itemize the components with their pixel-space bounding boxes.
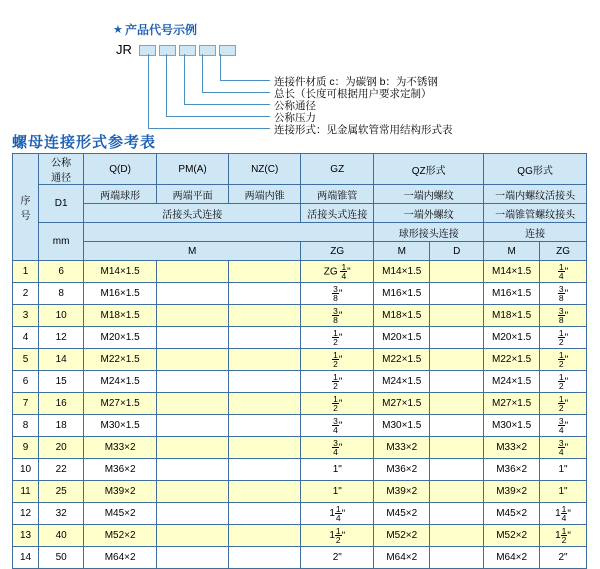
table-row [13,283,587,305]
legend-annotation-pn: 公称压力 [274,112,316,124]
header-group-qz: QZ形式 [374,154,484,185]
cell-nz [229,327,301,349]
fraction: $\frac{1}{2}$ [558,393,564,413]
fraction: $\frac{1}{2}$ [333,349,338,369]
table-row [13,349,587,371]
cell-qg-m: M22×1.5 [484,349,540,371]
cell-seq: 1 [13,261,39,283]
cell-dn: 32 [39,503,84,525]
cell-nz [229,503,301,525]
cell-qz-d [430,371,484,393]
cell-dn: 6 [39,261,84,283]
fraction: $\frac{1}{2}$ [333,371,338,391]
legend-annotation-connection: 连接形式：见金属软管常用结构形式表 [274,124,453,136]
cell-qg-m: M33×2 [484,437,540,459]
header-unit-m-qz: M [374,242,430,261]
header-seq-line1: 序 [20,196,31,207]
cell-qg-zg: 1 $\frac{1}{2}$ " [540,525,587,547]
cell-pm [157,459,229,481]
cell-qz-m: M18×1.5 [374,305,430,327]
cell-qg-zg: 1 $\frac{1}{4}$ " [540,503,587,525]
cell-qd: M45×2 [84,503,157,525]
cell-qd: M36×2 [84,459,157,481]
cell-dn: 20 [39,437,84,459]
table-header-row [13,242,587,261]
header-dn-line2: 通径 [51,173,72,184]
fraction: $\frac{1}{2}$ [558,371,564,391]
header-row4-blank [84,223,374,242]
cell-seq: 2 [13,283,39,305]
cell-qg-m: M30×1.5 [484,415,540,437]
table-header-row [13,185,587,204]
cell-seq: 13 [13,525,39,547]
table-row [13,393,587,415]
cell-nz [229,547,301,569]
cell-dn: 16 [39,393,84,415]
fraction: $\frac{1}{2}$ [561,525,567,545]
cell-qz-d [430,459,484,481]
cell-seq: 10 [13,459,39,481]
header-dn-symbol: D1 [39,185,84,223]
cell-qz-d [430,481,484,503]
cell-pm [157,371,229,393]
cell-dn: 8 [39,283,84,305]
cell-seq: 11 [13,481,39,503]
cell-nz [229,525,301,547]
header-sub-qg: 一端内螺纹活接头 [484,185,587,204]
fraction: $\frac{1}{4}$ [558,261,564,281]
cell-qg-m: M14×1.5 [484,261,540,283]
legend-annotation-length: 总长（长度可根据用户要求定制） [274,88,432,100]
table-row [13,459,587,481]
cell-seq: 4 [13,327,39,349]
cell-seq: 3 [13,305,39,327]
cell-qg-zg: $\frac{3}{4}$ " [540,415,587,437]
header-row4-qg: 连接 [484,223,587,242]
cell-qd: M30×1.5 [84,415,157,437]
cell-seq: 7 [13,393,39,415]
cell-gz: ZG $\frac{1}{4}$ " [301,261,374,283]
header-group-pm: PM(A) [157,154,229,185]
header-sub-qz: 一端内螺纹 [374,185,484,204]
cell-seq: 14 [13,547,39,569]
table-row [13,525,587,547]
cell-dn: 25 [39,481,84,503]
fraction: $\frac{1}{2}$ [335,525,341,545]
cell-nz [229,305,301,327]
cell-qz-m: M64×2 [374,547,430,569]
cell-qz-d [430,261,484,283]
cell-dn: 40 [39,525,84,547]
cell-qg-zg: $\frac{3}{4}$ " [540,437,587,459]
code-box [159,45,176,56]
cell-nz [229,437,301,459]
cell-qg-m: M20×1.5 [484,327,540,349]
cell-dn: 12 [39,327,84,349]
cell-dn: 14 [39,349,84,371]
cell-qz-m: M39×2 [374,481,430,503]
leader-line [220,80,270,81]
cell-qg-m: M27×1.5 [484,393,540,415]
cell-gz: 1" [301,481,374,503]
cell-gz: 1 $\frac{1}{2}$ " [301,525,374,547]
cell-dn: 18 [39,415,84,437]
cell-gz: $\frac{1}{2}$ " [301,371,374,393]
header-unit-m-qg: M [484,242,540,261]
header-dn-line1: 公称 [51,158,72,169]
cell-nz [229,415,301,437]
cell-nz [229,393,301,415]
table-header-row [13,154,587,185]
cell-pm [157,349,229,371]
cell-qg-zg: $\frac{1}{2}$ " [540,349,587,371]
fraction: $\frac{1}{2}$ [333,393,338,413]
fraction: $\frac{1}{4}$ [335,503,341,523]
cell-qd: M24×1.5 [84,371,157,393]
cell-pm [157,393,229,415]
cell-qg-m: M52×2 [484,525,540,547]
cell-nz [229,283,301,305]
cell-qg-zg: $\frac{3}{8}$ " [540,283,587,305]
leader-line [220,54,221,80]
table-header-row [13,223,587,242]
cell-qd: M27×1.5 [84,393,157,415]
header-group-gz: GZ [301,154,374,185]
cell-qz-m: M52×2 [374,525,430,547]
header-row3-gz: 活接头式连接 [301,204,374,223]
leader-line [184,54,185,104]
header-seq [13,154,39,261]
cell-qz-d [430,283,484,305]
cell-gz: 2" [301,547,374,569]
cell-gz: $\frac{3}{8}$ " [301,305,374,327]
cell-qz-d [430,415,484,437]
cell-qg-m: M45×2 [484,503,540,525]
cell-qd: M22×1.5 [84,349,157,371]
fraction: $\frac{3}{4}$ [558,415,564,435]
cell-dn: 15 [39,371,84,393]
legend-annotation-material: 连接件材质 c：为碳钢 b：为不锈钢 [274,76,438,88]
cell-gz: $\frac{1}{2}$ " [301,349,374,371]
cell-qz-d [430,393,484,415]
table-body [13,261,587,569]
cell-qz-m: M16×1.5 [374,283,430,305]
header-group-nz: NZ(C) [229,154,301,185]
cell-pm [157,327,229,349]
table-row [13,503,587,525]
cell-qg-zg: 2" [540,547,587,569]
cell-qg-m: M18×1.5 [484,305,540,327]
cell-pm [157,525,229,547]
cell-nz [229,261,301,283]
cell-pm [157,503,229,525]
header-dn [39,154,84,185]
fraction: $\frac{3}{8}$ [558,305,564,325]
product-code-prefix: JR [116,42,132,57]
cell-gz: $\frac{1}{2}$ " [301,393,374,415]
header-seq-line2: 号 [20,211,31,222]
cell-qd: M52×2 [84,525,157,547]
cell-qz-d [430,349,484,371]
cell-nz [229,371,301,393]
cell-gz: 1 $\frac{1}{4}$ " [301,503,374,525]
cell-gz: $\frac{3}{4}$ " [301,437,374,459]
product-code-legend [0,0,600,136]
leader-line [148,54,149,128]
cell-qg-m: M39×2 [484,481,540,503]
leader-line [184,104,270,105]
fraction: $\frac{1}{4}$ [341,261,347,281]
cell-qz-d [430,525,484,547]
cell-qz-m: M45×2 [374,503,430,525]
fraction: $\frac{1}{2}$ [333,327,338,347]
cell-gz: $\frac{3}{8}$ " [301,283,374,305]
header-row3-left: 活接头式连接 [84,204,301,223]
cell-gz: $\frac{1}{2}$ " [301,327,374,349]
cell-qz-d [430,503,484,525]
fraction: $\frac{3}{4}$ [333,415,338,435]
table-row [13,261,587,283]
cell-qz-d [430,305,484,327]
cell-seq: 8 [13,415,39,437]
cell-qg-zg: 1" [540,481,587,503]
cell-qz-d [430,327,484,349]
cell-dn: 50 [39,547,84,569]
header-unit-m-left: M [84,242,301,261]
cell-qz-m: M22×1.5 [374,349,430,371]
cell-seq: 5 [13,349,39,371]
header-row4-qz: 球形接头连接 [374,223,484,242]
table-title: 螺母连接形式参考表 [12,134,157,151]
cell-qg-m: M36×2 [484,459,540,481]
cell-qg-zg: $\frac{1}{4}$ " [540,261,587,283]
cell-seq: 9 [13,437,39,459]
cell-qg-zg: 1" [540,459,587,481]
cell-pm [157,283,229,305]
cell-qz-m: M20×1.5 [374,327,430,349]
cell-dn: 22 [39,459,84,481]
cell-qg-zg: $\frac{1}{2}$ " [540,371,587,393]
cell-qd: M14×1.5 [84,261,157,283]
product-code-boxes [139,44,239,56]
cell-qg-m: M24×1.5 [484,371,540,393]
header-unit-d-qz: D [430,242,484,261]
header-sub-pm: 两端平面 [157,185,229,204]
cell-qd: M39×2 [84,481,157,503]
header-group-qd: Q(D) [84,154,157,185]
table-head [13,154,587,261]
fraction: $\frac{3}{8}$ [333,283,338,303]
cell-nz [229,481,301,503]
table-row [13,437,587,459]
cell-qz-m: M14×1.5 [374,261,430,283]
fraction: $\frac{1}{4}$ [561,503,567,523]
cell-seq: 6 [13,371,39,393]
fraction: $\frac{3}{8}$ [333,305,338,325]
header-row3-qg: 一端锥管螺纹接头 [484,204,587,223]
cell-gz: 1" [301,459,374,481]
leader-line [166,116,270,117]
cell-qz-m: M27×1.5 [374,393,430,415]
cell-qg-m: M64×2 [484,547,540,569]
fraction: $\frac{3}{4}$ [558,437,564,457]
table-row [13,415,587,437]
fraction: $\frac{1}{2}$ [558,349,564,369]
leader-line [202,54,203,92]
cell-qz-m: M30×1.5 [374,415,430,437]
legend-title: 产品代号示例 [125,23,198,37]
leader-line [166,54,167,116]
header-sub-gz: 两端锥管 [301,185,374,204]
cell-qd: M16×1.5 [84,283,157,305]
leader-line [148,128,270,129]
cell-qd: M33×2 [84,437,157,459]
header-group-qg: QG形式 [484,154,587,185]
header-row3-qz: 一端外螺纹 [374,204,484,223]
table-row [13,547,587,569]
header-unit-zg-qg: ZG [540,242,587,261]
cell-pm [157,305,229,327]
fraction: $\frac{3}{4}$ [333,437,338,457]
cell-pm [157,437,229,459]
fraction: $\frac{3}{8}$ [558,283,564,303]
table-row [13,481,587,503]
legend-annotation-dn: 公称通径 [274,100,316,112]
cell-qg-zg: $\frac{3}{8}$ " [540,305,587,327]
nut-connection-table [12,153,587,569]
table-header-row [13,204,587,223]
leader-line [202,92,270,93]
cell-qd: M18×1.5 [84,305,157,327]
table-row [13,327,587,349]
header-dn-unit: mm [39,223,84,261]
table-row [13,305,587,327]
header-sub-nz: 两端内锥 [229,185,301,204]
fraction: $\frac{1}{2}$ [558,327,564,347]
cell-gz: $\frac{3}{4}$ " [301,415,374,437]
cell-qg-zg: $\frac{1}{2}$ " [540,327,587,349]
table-row [13,371,587,393]
header-sub-qd: 两端球形 [84,185,157,204]
cell-qz-d [430,437,484,459]
cell-pm [157,415,229,437]
cell-pm [157,481,229,503]
cell-qz-m: M36×2 [374,459,430,481]
cell-qd: M64×2 [84,547,157,569]
cell-qg-m: M16×1.5 [484,283,540,305]
cell-qz-m: M33×2 [374,437,430,459]
cell-qz-d [430,547,484,569]
cell-nz [229,349,301,371]
cell-pm [157,547,229,569]
code-box [179,45,196,56]
cell-pm [157,261,229,283]
cell-qd: M20×1.5 [84,327,157,349]
cell-dn: 10 [39,305,84,327]
cell-qz-m: M24×1.5 [374,371,430,393]
cell-qg-zg: $\frac{1}{2}$ " [540,393,587,415]
cell-seq: 12 [13,503,39,525]
header-unit-zg-gz: ZG [301,242,374,261]
code-box [219,45,236,56]
star-icon: ★ [113,24,123,36]
cell-nz [229,459,301,481]
